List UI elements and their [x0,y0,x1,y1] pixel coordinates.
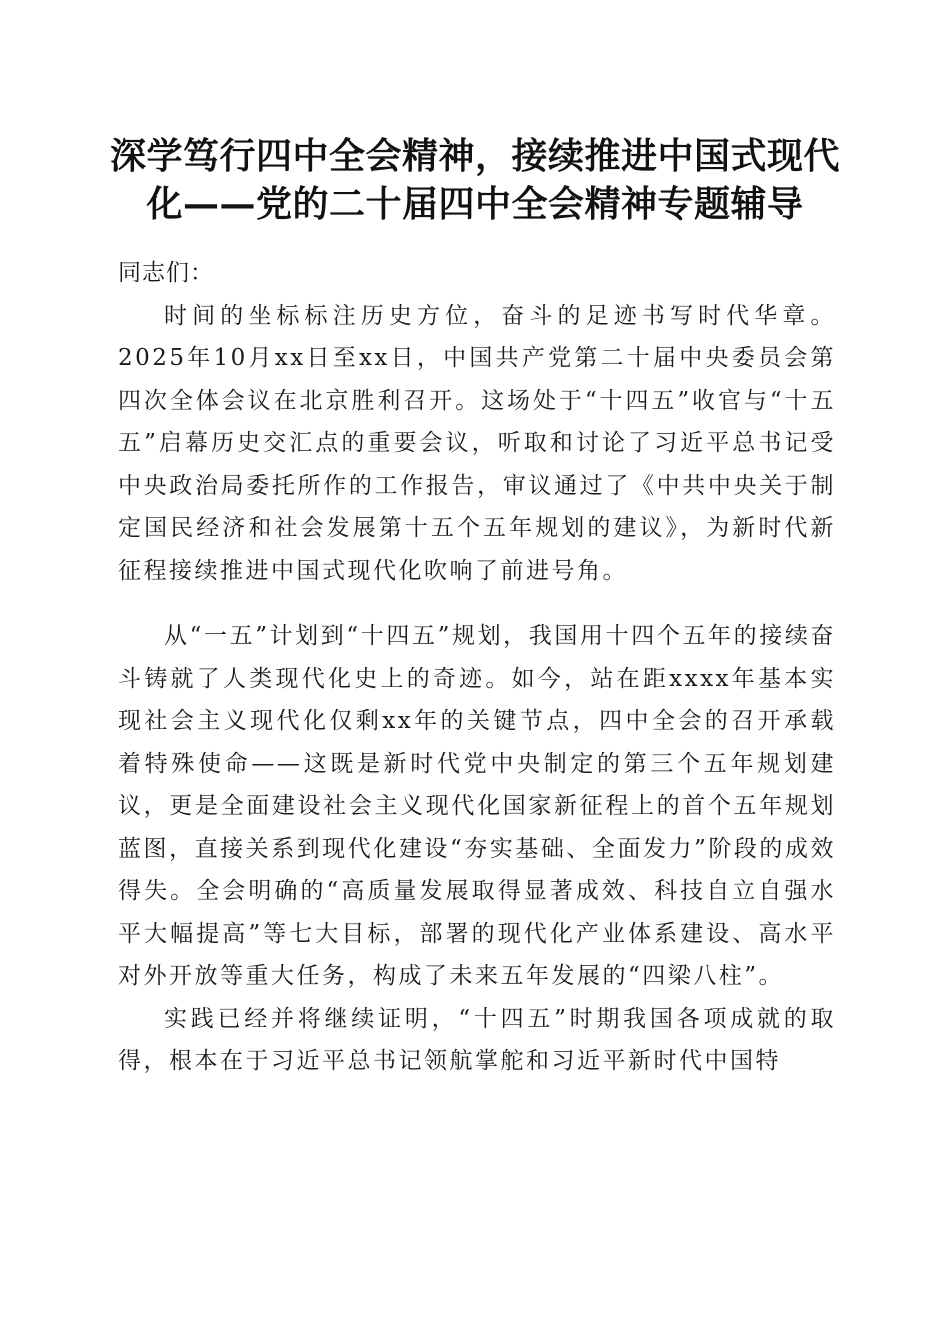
paragraph-opening: 时间的坐标标注历史方位，奋斗的足迹书写时代华章。2025年10月xx日至xx日，中国共产党第二十届中央委员会第四次全体会议在北京胜利召开。这场处于“十四五”收官与“十五五”启幕历史交汇点的重要会议，听取和讨论了习近平总书记受中央政治局委托所作的工作报告，审议通过了《中共中央关于制定国民经济和社会发展第十五个五年规划的建议》，为新时代新征程接续推进中国式现代化吹响了前进号角。 [118,302,836,584]
document-title: 深学笃行四中全会精神，接续推进中国式现代化——党的二十届四中全会精神专题辅导 [109,135,840,225]
salutation: 同志们： [118,260,214,286]
paragraph-five-year-plans: 从“一五”计划到“十四五”规划，我国用十四个五年的接续奋斗铸就了人类现代化史上的奇迹。如今，站在距xxxx年基本实现社会主义现代化仅剩xx年的关键节点，四中全会的召开承载着特殊使命——这既是新时代党中央制定的第三个五年规划建议，更是全面建设社会主义现代化国家新征程上的首个五年规划蓝图，直接关系到现代化建设“夯实基础、全面发力”阶段的成效得失。全会明确的“高质量发展取得显著成效、科技自立自强水平大幅提高”等七大目标，部署的现代化产业体系建设、高水平对外开放等重大任务，构成了未来五年发展的“四梁八柱”。 [118,623,836,989]
document-body [118,252,836,1083]
paragraph-practice-proves: 实践已经并将继续证明，“十四五”时期我国各项成就的取得，根本在于习近平总书记领航掌舵和习近平新时代中国特 [118,1005,836,1074]
